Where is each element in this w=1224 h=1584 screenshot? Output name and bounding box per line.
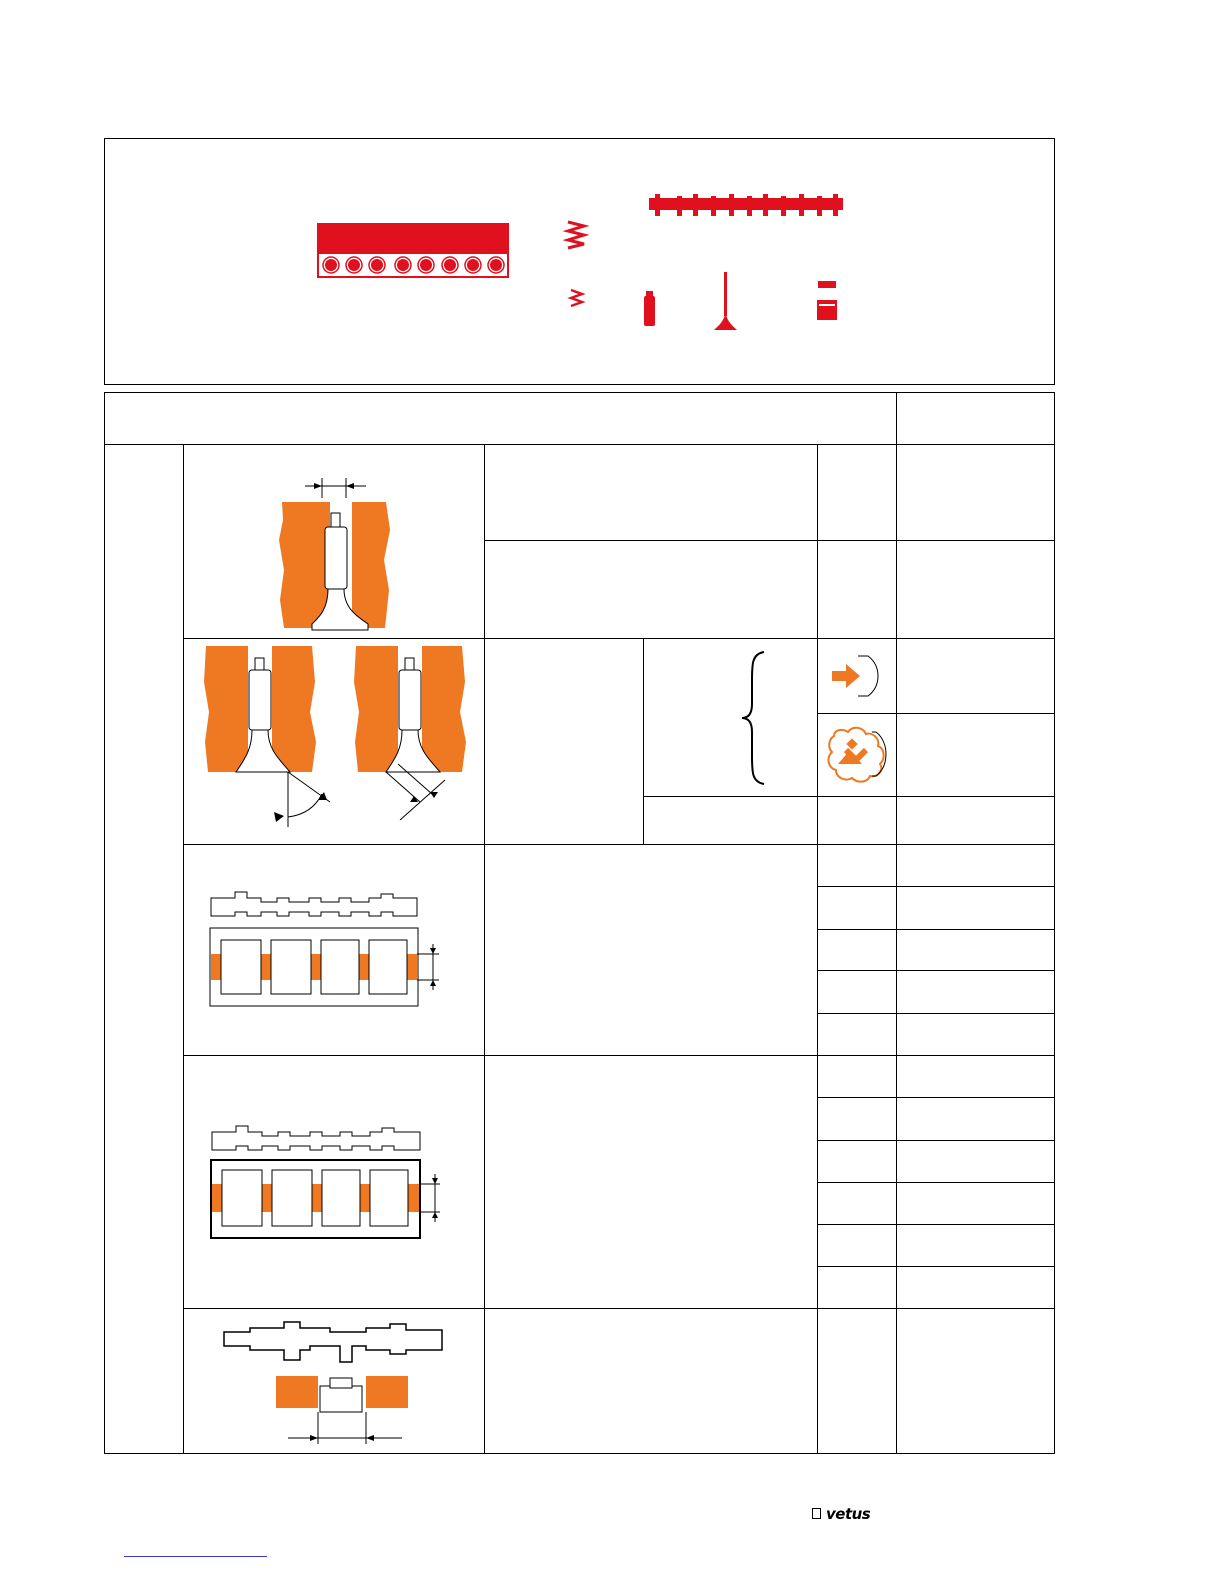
valve-seat-width-diagram: [350, 642, 485, 832]
camshaft-bearing-diagram: [205, 888, 445, 1013]
valve-seat-angle-diagram: [200, 642, 335, 832]
brace-icon: [740, 650, 768, 786]
camshaft-end-play-diagram: [220, 1316, 450, 1448]
header-divider: [104, 444, 1055, 445]
page-link-underline: [124, 1556, 267, 1557]
brand-mark-icon: [812, 1508, 821, 1519]
brand-logo: vetus: [826, 1505, 871, 1523]
exhaust-icon: [826, 722, 888, 788]
valve-collets-icon: [815, 280, 841, 324]
valve-guide-icon: [642, 290, 658, 328]
valve-icon: [712, 272, 740, 332]
table-header-description: [110, 400, 890, 440]
cylinder-head-icon: [316, 222, 512, 280]
camshaft-bearing-diagram-2: [206, 1122, 446, 1242]
camshaft-icon: [649, 193, 845, 219]
parts-overview-panel: [104, 138, 1055, 385]
intake-icon: [828, 652, 880, 702]
valve-guide-clearance-diagram: [270, 470, 420, 635]
valve-spring-large-icon: [566, 219, 588, 251]
valve-spring-small-icon: [569, 288, 585, 310]
table-header-value: [900, 400, 1050, 440]
